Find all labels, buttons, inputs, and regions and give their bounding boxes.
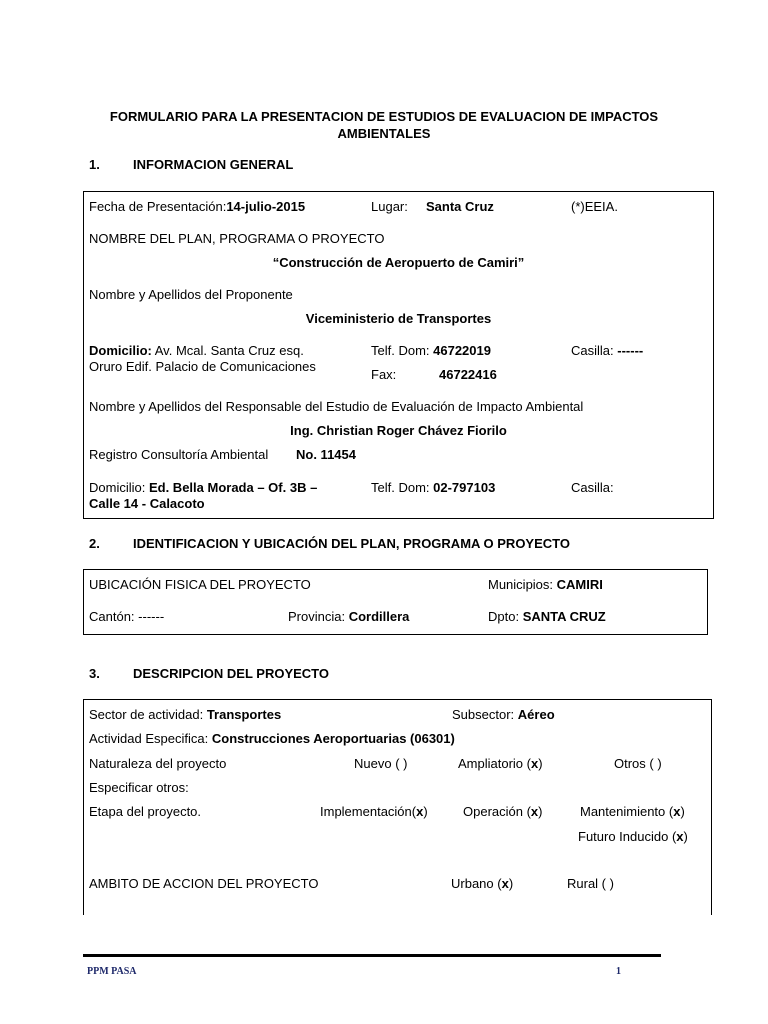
telf2-value: 02-797103 xyxy=(433,480,496,495)
telf-value: 46722019 xyxy=(433,343,491,358)
actividad-value: Construcciones Aeroportuarias (06301) xyxy=(211,731,455,746)
implementacion-option xyxy=(320,804,428,820)
sector-label: Sector de actividad: xyxy=(89,707,204,722)
sector-value: Transportes xyxy=(206,707,282,722)
telf2-label: Telf. Dom: xyxy=(371,480,430,495)
section-3-heading: DESCRIPCION DEL PROYECTO xyxy=(133,666,329,681)
naturaleza-label: Naturaleza del proyecto xyxy=(89,756,227,771)
fecha-value: 14-julio-2015 xyxy=(226,199,306,214)
casilla-label: Casilla: xyxy=(571,343,614,358)
dpto-value: SANTA CRUZ xyxy=(522,609,606,624)
fax-label: Fax: xyxy=(371,367,397,382)
subsector-value: Aéreo xyxy=(517,707,555,722)
domicilio2-label: Domicilio: xyxy=(89,480,146,495)
section-3-number: 3. xyxy=(89,666,100,681)
urbano-close: ) xyxy=(508,876,514,891)
fecha-row xyxy=(89,199,305,215)
provincia-value: Cordillera xyxy=(348,609,410,624)
telf2-row xyxy=(371,480,495,496)
ampliatorio-label: Ampliatorio ( xyxy=(458,756,531,771)
ampliatorio-close: ) xyxy=(538,756,543,771)
municipios-label: Municipios: xyxy=(488,577,554,592)
mantenimiento-label: Mantenimiento ( xyxy=(580,804,674,819)
casilla2-label: Casilla: xyxy=(571,480,614,495)
proponente-value: Viceministerio de Transportes xyxy=(305,311,492,326)
document-title-line-1: FORMULARIO PARA LA PRESENTACION DE ESTUDIOS DE EVALUACION DE IMPACTOS xyxy=(109,109,659,124)
domicilio2-row xyxy=(89,480,317,496)
ubicacion-label: UBICACIÓN FISICA DEL PROYECTO xyxy=(89,577,311,592)
footer-left-text: PPM PASA xyxy=(87,966,137,977)
canton-label: Cantón: xyxy=(89,609,135,624)
footer-rule xyxy=(83,954,661,957)
canton-value: ------ xyxy=(138,609,165,624)
page-number: 1 xyxy=(616,966,621,977)
lugar-value: Santa Cruz xyxy=(426,199,494,214)
domicilio2-value-1: Ed. Bella Morada – Of. 3B – xyxy=(148,480,318,495)
fax-value: 46722416 xyxy=(439,367,497,382)
section-1-heading: INFORMACION GENERAL xyxy=(133,157,294,172)
sector-row xyxy=(89,707,281,723)
domicilio-row xyxy=(89,343,304,359)
casilla-value: ------ xyxy=(617,343,644,358)
futuro-close: ) xyxy=(683,829,688,844)
plan-value: “Construcción de Aeropuerto de Camiri” xyxy=(272,255,525,270)
ampliatorio-option xyxy=(458,756,543,772)
domicilio-label: Domicilio: xyxy=(89,343,152,358)
provincia-label: Provincia: xyxy=(288,609,346,624)
subsector-row xyxy=(452,707,555,723)
lugar-label: Lugar: xyxy=(371,199,408,214)
futuro-mark: x xyxy=(676,829,684,844)
especificar-label: Especificar otros: xyxy=(89,780,189,795)
mantenimiento-close: ) xyxy=(680,804,685,819)
operacion-label: Operación ( xyxy=(463,804,531,819)
etapa-label: Etapa del proyecto. xyxy=(89,804,202,819)
casilla-row xyxy=(571,343,643,359)
registro-value: No. 11454 xyxy=(296,447,356,462)
document-title-line-2: AMBIENTALES xyxy=(337,126,431,141)
registro-label: Registro Consultoría Ambiental xyxy=(89,447,269,462)
rural-option: Rural ( ) xyxy=(567,876,614,891)
mantenimiento-option xyxy=(580,804,685,820)
futuro-option xyxy=(578,829,688,845)
mantenimiento-mark: x xyxy=(673,804,681,819)
section-2-number: 2. xyxy=(89,536,100,551)
futuro-label: Futuro Inducido ( xyxy=(578,829,677,844)
implementacion-label: Implementación( xyxy=(320,804,417,819)
responsable-label: Nombre y Apellidos del Responsable del Estudio de Evaluación de Impacto Ambiental xyxy=(89,399,584,414)
urbano-option xyxy=(451,876,513,892)
implementacion-mark: x xyxy=(416,804,424,819)
subsector-label: Subsector: xyxy=(452,707,515,722)
implementacion-close: ) xyxy=(423,804,428,819)
dpto-label: Dpto: xyxy=(488,609,520,624)
provincia-row xyxy=(288,609,409,625)
responsable-value: Ing. Christian Roger Chávez Fiorilo xyxy=(290,423,507,438)
section-1-number: 1. xyxy=(89,157,100,172)
urbano-mark: x xyxy=(501,876,509,891)
dpto-row xyxy=(488,609,606,625)
operacion-close: ) xyxy=(538,804,543,819)
operacion-option xyxy=(463,804,543,820)
domicilio-value-1: Av. Mcal. Santa Cruz esq. xyxy=(154,343,304,358)
otros-option: Otros ( ) xyxy=(614,756,662,771)
ambito-label: AMBITO DE ACCION DEL PROYECTO xyxy=(89,876,319,891)
domicilio2-value-2: Calle 14 - Calacoto xyxy=(89,496,205,511)
eeia-label: (*)EEIA. xyxy=(571,199,618,214)
municipios-value: CAMIRI xyxy=(556,577,603,592)
telf-row xyxy=(371,343,491,359)
telf-label: Telf. Dom: xyxy=(371,343,430,358)
fecha-label: Fecha de Presentación: xyxy=(89,199,227,214)
document-title xyxy=(60,108,708,142)
section-2-heading: IDENTIFICACION Y UBICACIÓN DEL PLAN, PROGRAMA O PROYECTO xyxy=(133,536,570,551)
actividad-label: Actividad Especifica: xyxy=(89,731,209,746)
proponente-label: Nombre y Apellidos del Proponente xyxy=(89,287,293,302)
domicilio-value-2: Oruro Edif. Palacio de Comunicaciones xyxy=(89,359,316,374)
actividad-row xyxy=(89,731,455,747)
municipios-row xyxy=(488,577,603,593)
nuevo-option: Nuevo ( ) xyxy=(354,756,408,771)
canton-row xyxy=(89,609,164,625)
plan-label: NOMBRE DEL PLAN, PROGRAMA O PROYECTO xyxy=(89,231,385,246)
urbano-label: Urbano ( xyxy=(451,876,502,891)
operacion-mark: x xyxy=(530,804,539,819)
ampliatorio-mark: x xyxy=(530,756,539,771)
